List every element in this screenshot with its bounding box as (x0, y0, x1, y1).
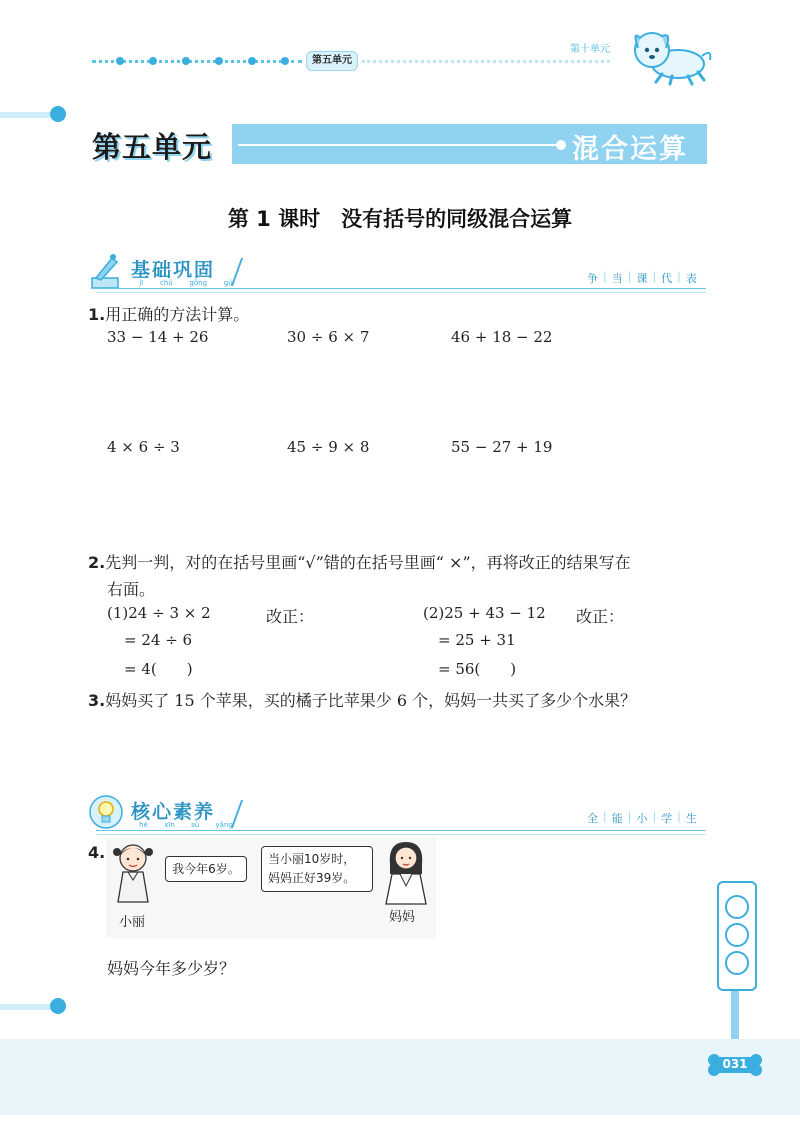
question-number: 2. (88, 553, 106, 572)
page-number: 031 (722, 1057, 748, 1071)
q2b-line1: (2)25 + 43 − 12 (423, 604, 546, 622)
q2b-line3: = 56( ) (438, 660, 517, 678)
footer-band (0, 1039, 800, 1115)
left-tab-dot (50, 998, 66, 1014)
banner-topic: 混合运算 (572, 134, 688, 165)
header-dot (182, 57, 190, 65)
pinyin-syllable: gǒng (189, 279, 208, 287)
question-2-cont: 右面。 (107, 580, 156, 599)
left-tab-bar (0, 112, 56, 118)
question-number: 1. (88, 305, 106, 324)
expression: 55 − 27 + 19 (451, 438, 553, 456)
header-dot (248, 57, 256, 65)
expression: 30 ÷ 6 × 7 (287, 328, 370, 346)
question-3 (88, 688, 718, 711)
question-2 (88, 550, 718, 573)
section1-bracket (231, 258, 249, 286)
pinyin-syllable: sù (191, 821, 200, 829)
expression: 33 − 14 + 26 (107, 328, 209, 346)
tag: 能 (611, 812, 623, 825)
header-dot (149, 57, 157, 65)
pinyin-syllable: jī (139, 279, 144, 287)
section2-bracket (231, 800, 249, 828)
question-text: 妈妈买了 15 个苹果，买的橘子比苹果少 6 个，妈妈一共买了多少个水果？ (105, 691, 637, 710)
left-tab-dot (50, 106, 66, 122)
tag: 课 (636, 272, 648, 285)
q2b-line2: = 25 + 31 (438, 631, 516, 649)
question-1 (88, 302, 249, 325)
header-right-label: 第十单元 (570, 44, 610, 55)
question-text: 先判一判，对的在括号里画“√”错的在括号里画“ ×”，再将改正的结果写在 (105, 553, 631, 572)
expression: 45 ÷ 9 × 8 (287, 438, 370, 456)
question-4-number: 4. (88, 843, 106, 862)
mom-speech-bubble (261, 846, 373, 892)
q2a-line2: = 24 ÷ 6 (124, 631, 193, 649)
section1-title: 基础巩固 (131, 259, 216, 281)
traffic-light-circle (725, 951, 749, 975)
header-dot (281, 57, 289, 65)
tag: 表 (685, 272, 697, 285)
q2a-line3: = 4( ) (124, 660, 193, 678)
q2a-line1: (1)24 ÷ 3 × 2 (107, 604, 211, 622)
lightbulb-icon (88, 794, 124, 830)
question-number: 3. (88, 691, 106, 710)
pinyin-syllable: hé (139, 821, 148, 829)
q2a-fix-label: 改正： (266, 607, 315, 626)
section1-rule (96, 288, 706, 289)
q2b-fix-label: 改正： (576, 607, 625, 626)
tag: 代 (661, 272, 673, 285)
tag: 当 (611, 272, 623, 285)
question-text: 用正确的方法计算。 (105, 305, 250, 324)
header-unit-pill: 第五单元 (306, 51, 358, 71)
pinyin-syllable: yǎng (215, 821, 233, 829)
tag: 争 (587, 272, 598, 285)
expression: 46 + 18 − 22 (451, 328, 553, 346)
tag: 学 (661, 812, 673, 825)
traffic-light-circle (725, 923, 749, 947)
expression: 4 × 6 ÷ 3 (107, 438, 180, 456)
mom-speech-line2: 妈妈正好39岁。 (268, 871, 356, 885)
banner-rule (238, 144, 558, 146)
banner-rule-dot (556, 140, 566, 150)
question-4-text: 妈妈今年多少岁？ (107, 959, 236, 978)
pinyin-syllable: chǔ (159, 279, 173, 287)
girl-speech-bubble (165, 856, 247, 882)
section2-rule (96, 830, 706, 831)
section2-pinyin (131, 821, 241, 829)
pinyin-syllable: gù (223, 279, 233, 287)
mom-speech-line1: 当小丽10岁时， (268, 852, 356, 866)
girl-speech-text: 我今年6岁。 (172, 862, 240, 876)
traffic-light-pole (731, 991, 739, 1039)
girl-figure-icon (108, 840, 158, 910)
mom-figure-icon (380, 838, 432, 906)
section1-tags: 争 | 当 | 课 | 代 | 表 (582, 270, 702, 286)
mom-name-label: 妈妈 (389, 910, 416, 925)
puppy-mascot-icon (626, 26, 714, 88)
header-dot (116, 57, 124, 65)
lesson-title: 第 1 课时 没有括号的同级混合运算 (227, 207, 573, 231)
section2-tags: 全 | 能 | 小 | 学 | 生 (582, 810, 702, 826)
section2-title: 核心素养 (131, 801, 216, 823)
tag: 全 (587, 812, 598, 825)
tag: 生 (685, 812, 697, 825)
girl-name-label: 小丽 (119, 915, 146, 930)
header-dotted-line-right (362, 60, 610, 63)
header-dot (215, 57, 223, 65)
section1-pinyin (131, 279, 241, 287)
banner-unit-title: 第五单元 (92, 130, 213, 164)
telescope-icon (88, 252, 122, 292)
left-tab-bar (0, 1004, 56, 1010)
traffic-light-circle (725, 895, 749, 919)
section2-rule (96, 834, 706, 835)
tag: 小 (636, 812, 648, 825)
section1-rule (96, 292, 706, 293)
pinyin-syllable: xīn (164, 821, 175, 829)
